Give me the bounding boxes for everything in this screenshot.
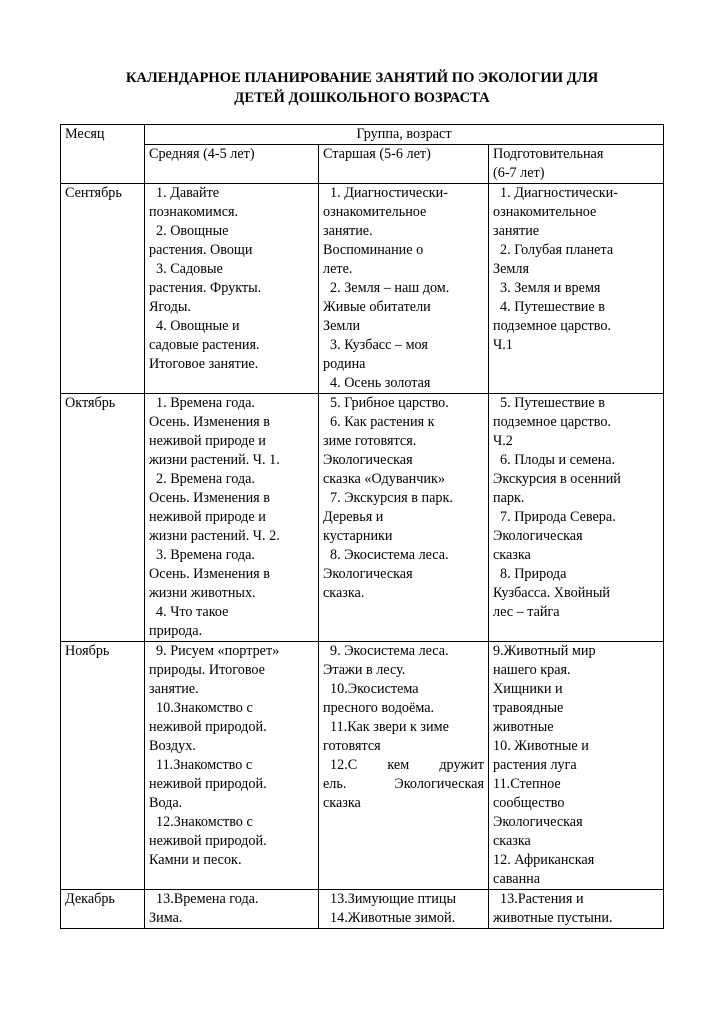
justified-word: 12.С [330,757,358,773]
topic-line: подземное царство. [493,414,611,430]
topic-line: 13.Зимующие птицы [330,891,456,907]
topic-line: жизни растений. Ч. 2. [149,528,280,544]
column-header-row [61,145,664,184]
topic-line: жизни животных. [149,585,256,601]
topic-line: 5. Путешествие в [500,395,605,411]
topic-line: Хищники и [493,681,563,697]
topic-line: 11.Как звери к зиме [330,719,449,735]
topic-line: 10.Экосистема [330,681,419,697]
topic-line: 2. Земля – наш дом. [330,280,450,296]
column-header-prep-line-2: (6-7 лет) [493,165,545,181]
column-header-prep-line-1: Подготовительная [493,146,604,162]
topic-line: сказка [323,795,361,811]
month-cell: Декабрь [61,890,145,929]
topic-line: 6. Плоды и семена. [500,452,616,468]
topic-line: пресного водоёма. [323,700,435,716]
topic-line: травоядные [493,700,564,716]
topic-line: занятие [493,223,540,239]
topic-line: 2. Овощные [156,223,229,239]
topic-line: 4. Овощные и [156,318,240,334]
topic-line: Деревья и [323,509,384,525]
topic-line: родина [323,356,366,372]
topic-line: 7. Экскурсия в парк. [330,490,453,506]
topic-line: готовятся [323,738,381,754]
topic-line: 4. Что такое [156,604,229,620]
topic-cell-middle [145,394,319,642]
topic-line: Зима. [149,910,183,926]
topic-line: Экологическая [493,528,583,544]
topic-line: Вода. [149,795,183,811]
topic-line: растения. Фрукты. [149,280,262,296]
month-header: Месяц [61,125,145,184]
topic-line: неживой природой. [149,833,267,849]
topic-line: растения. Овощи [149,242,253,258]
topic-cell-prep [489,890,664,929]
topic-line: Живые обитатели [323,299,431,315]
topic-line: 1. Диагностически- [500,185,618,201]
topic-line: занятие. [149,681,199,697]
topic-line: Камни и песок. [149,852,242,868]
month-row [61,394,664,642]
topic-line: 10.Знакомство с [156,700,253,716]
topic-line: сообщество [493,795,565,811]
topic-line: сказка [493,547,531,563]
title-line-2: ДЕТЕЙ ДОШКОЛЬНОГО ВОЗРАСТА [234,90,490,106]
topic-line: 3. Садовые [156,261,223,277]
topic-line: парк. [493,490,525,506]
topic-line: ознакомительное [323,204,427,220]
topic-cell-middle [145,184,319,394]
topic-line [323,756,484,775]
topic-line: неживой природе и [149,509,266,525]
topic-line: 3. Кузбасс – моя [330,337,428,353]
justified-word: дружит [439,757,484,773]
topic-cell-prep [489,184,664,394]
topic-line: 7. Природа Севера. [500,509,616,525]
month-cell: Ноябрь [61,642,145,890]
topic-line: 1. Диагностически- [330,185,448,201]
header-row [61,125,664,145]
topic-line: 9. Экосистема леса. [330,643,449,659]
topic-line: 14.Животные зимой. [330,910,456,926]
topic-line: Экологическая [323,566,413,582]
topic-line: нашего края. [493,662,571,678]
topic-cell-senior [319,394,489,642]
topic-line: сказка [493,833,531,849]
topic-line: Земля [493,261,529,277]
topic-line: 2. Голубая планета [500,242,614,258]
topic-line: Ч.1 [493,337,513,353]
topic-line: 4. Путешествие в [500,299,605,315]
justified-word: Экологическая [394,776,484,792]
topic-cell-middle [145,642,319,890]
topic-line: познакомимся. [149,204,239,220]
topic-line: 13.Времена года. [156,891,259,907]
topic-line: Осень. Изменения в [149,414,270,430]
topic-line: жизни растений. Ч. 1. [149,452,280,468]
topic-line: 4. Осень золотая [330,375,431,391]
topic-line: 13.Растения и [500,891,584,907]
plan-table [60,124,664,929]
column-header-middle: Средняя (4-5 лет) [145,145,319,184]
document-title [60,68,664,108]
topic-line [323,775,484,794]
topic-line: 9. Рисуем «портрет» [156,643,280,659]
column-header-prep [489,145,664,184]
topic-line: 5. Грибное царство. [330,395,449,411]
topic-line: Экологическая [323,452,413,468]
topic-cell-senior [319,890,489,929]
topic-line: Земли [323,318,361,334]
topic-line: Ягоды. [149,299,191,315]
topic-line: 9.Животный мир [493,643,596,659]
topic-line: подземное царство. [493,318,611,334]
topic-line: животные [493,719,554,735]
topic-line: 8. Природа [500,566,567,582]
topic-line: Осень. Изменения в [149,490,270,506]
topic-line: 1. Времена года. [156,395,255,411]
topic-line: 11.Знакомство с [156,757,253,773]
topic-line: 8. Экосистема леса. [330,547,449,563]
topic-line: садовые растения. [149,337,260,353]
topic-cell-senior [319,642,489,890]
topic-line: 3. Времена года. [156,547,255,563]
topic-cell-middle [145,890,319,929]
month-cell: Сентябрь [61,184,145,394]
topic-line: природа. [149,623,203,639]
topic-line: неживой природе и [149,433,266,449]
topic-line: 1. Давайте [156,185,220,201]
topic-line: Экскурсия в осенний [493,471,621,487]
topic-cell-prep [489,394,664,642]
topic-line: 12.Знакомство с [156,814,253,830]
column-header-senior: Старшая (5-6 лет) [319,145,489,184]
topic-line: Этажи в лесу. [323,662,406,678]
topic-line: 11.Степное [493,776,561,792]
justified-word: кем [387,757,410,773]
topic-line: сказка «Одуванчик» [323,471,445,487]
group-header: Группа, возраст [145,125,664,145]
justified-word: ель. [323,776,347,792]
topic-line: 6. Как растения к [330,414,435,430]
topic-line: неживой природой. [149,719,267,735]
topic-line: лес – тайга [493,604,560,620]
topic-line: кустарники [323,528,393,544]
topic-line: 3. Земля и время [500,280,601,296]
topic-line: Итоговое занятие. [149,356,259,372]
month-row [61,890,664,929]
topic-line: саванна [493,871,541,887]
month-row [61,642,664,890]
topic-line: лете. [323,261,353,277]
topic-line: сказка. [323,585,365,601]
topic-line: 2. Времена года. [156,471,255,487]
topic-line: неживой природой. [149,776,267,792]
topic-line: Осень. Изменения в [149,566,270,582]
month-cell: Октябрь [61,394,145,642]
topic-line: Ч.2 [493,433,513,449]
topic-cell-senior [319,184,489,394]
topic-line: ознакомительное [493,204,597,220]
topic-line: зиме готовятся. [323,433,417,449]
topic-line: Экологическая [493,814,583,830]
topic-cell-prep [489,642,664,890]
topic-line: занятие. [323,223,373,239]
title-line-1: КАЛЕНДАРНОЕ ПЛАНИРОВАНИЕ ЗАНЯТИЙ ПО ЭКОЛОГИИ ДЛЯ [125,70,599,86]
topic-line: 12. Африканская [493,852,595,868]
topic-line: природы. Итоговое [149,662,265,678]
topic-line: Кузбасса. Хвойный [493,585,611,601]
topic-line: растения луга [493,757,577,773]
topic-line: Воспоминание о [323,242,424,258]
topic-line: 10. Животные и [493,738,589,754]
month-row [61,184,664,394]
topic-line: Воздух. [149,738,196,754]
topic-line: животные пустыни. [493,910,613,926]
